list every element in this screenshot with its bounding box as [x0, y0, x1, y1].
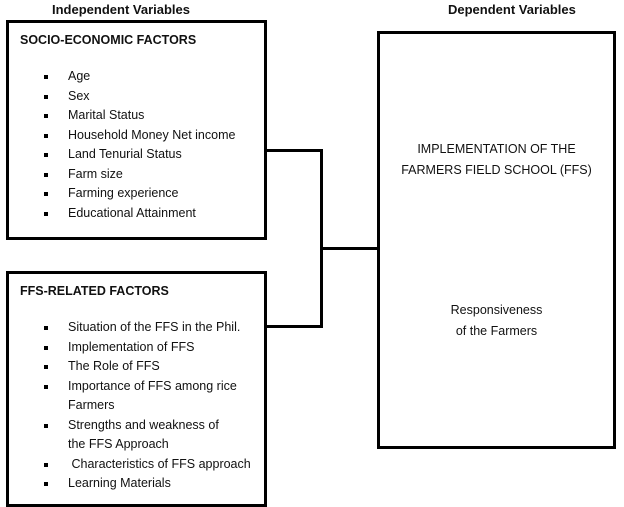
responsiveness-label: Responsiveness of the Farmers: [450, 303, 543, 338]
bullet-icon: [44, 326, 48, 330]
connector-ffs-horizontal: [267, 325, 323, 328]
bullet-icon: [44, 463, 48, 467]
list-item: Learning Materials: [9, 474, 264, 494]
bullet-icon: [44, 424, 48, 428]
bullet-icon: [44, 385, 48, 389]
bullet-icon: [44, 95, 48, 99]
list-item: Age: [9, 67, 264, 87]
connector-vertical: [320, 149, 323, 328]
socio-economic-title: SOCIO-ECONOMIC FACTORS: [20, 33, 197, 47]
ffs-related-factors-box: [6, 271, 267, 507]
connector-to-dependent: [320, 247, 377, 250]
bullet-icon: [44, 482, 48, 486]
ffs-related-list: [9, 318, 264, 494]
list-item: Farming experience: [9, 184, 264, 204]
list-item: Marital Status: [9, 106, 264, 126]
connector-socio-horizontal: [267, 149, 323, 152]
bullet-icon: [44, 346, 48, 350]
socio-economic-factors-box: [6, 20, 267, 240]
bullet-icon: [44, 134, 48, 138]
list-item: Sex: [9, 87, 264, 107]
implementation-of-ffs-label: IMPLEMENTATION OF THE FARMERS FIELD SCHOOL (FFS): [401, 142, 592, 177]
bullet-icon: [44, 75, 48, 79]
list-item: Characteristics of FFS approach: [9, 455, 264, 475]
list-item: Strengths and weakness of the FFS Approach: [9, 416, 238, 455]
bullet-icon: [44, 153, 48, 157]
bullet-icon: [44, 212, 48, 216]
list-item: Educational Attainment: [9, 204, 264, 224]
bullet-icon: [44, 192, 48, 196]
bullet-icon: [44, 173, 48, 177]
list-item: Importance of FFS among rice Farmers: [9, 377, 238, 416]
dependent-variables-header: Dependent Variables: [448, 2, 576, 17]
ffs-related-title: FFS-RELATED FACTORS: [20, 284, 169, 298]
list-item: Land Tenurial Status: [9, 145, 264, 165]
bullet-icon: [44, 365, 48, 369]
independent-variables-header: Independent Variables: [52, 2, 190, 17]
list-item: Implementation of FFS: [9, 338, 264, 358]
list-item: Situation of the FFS in the Phil.: [9, 318, 264, 338]
list-item: The Role of FFS: [9, 357, 264, 377]
list-item: Household Money Net income: [9, 126, 264, 146]
socio-economic-list: [9, 67, 264, 223]
list-item: Farm size: [9, 165, 264, 185]
dependent-variables-box: [377, 31, 616, 449]
bullet-icon: [44, 114, 48, 118]
